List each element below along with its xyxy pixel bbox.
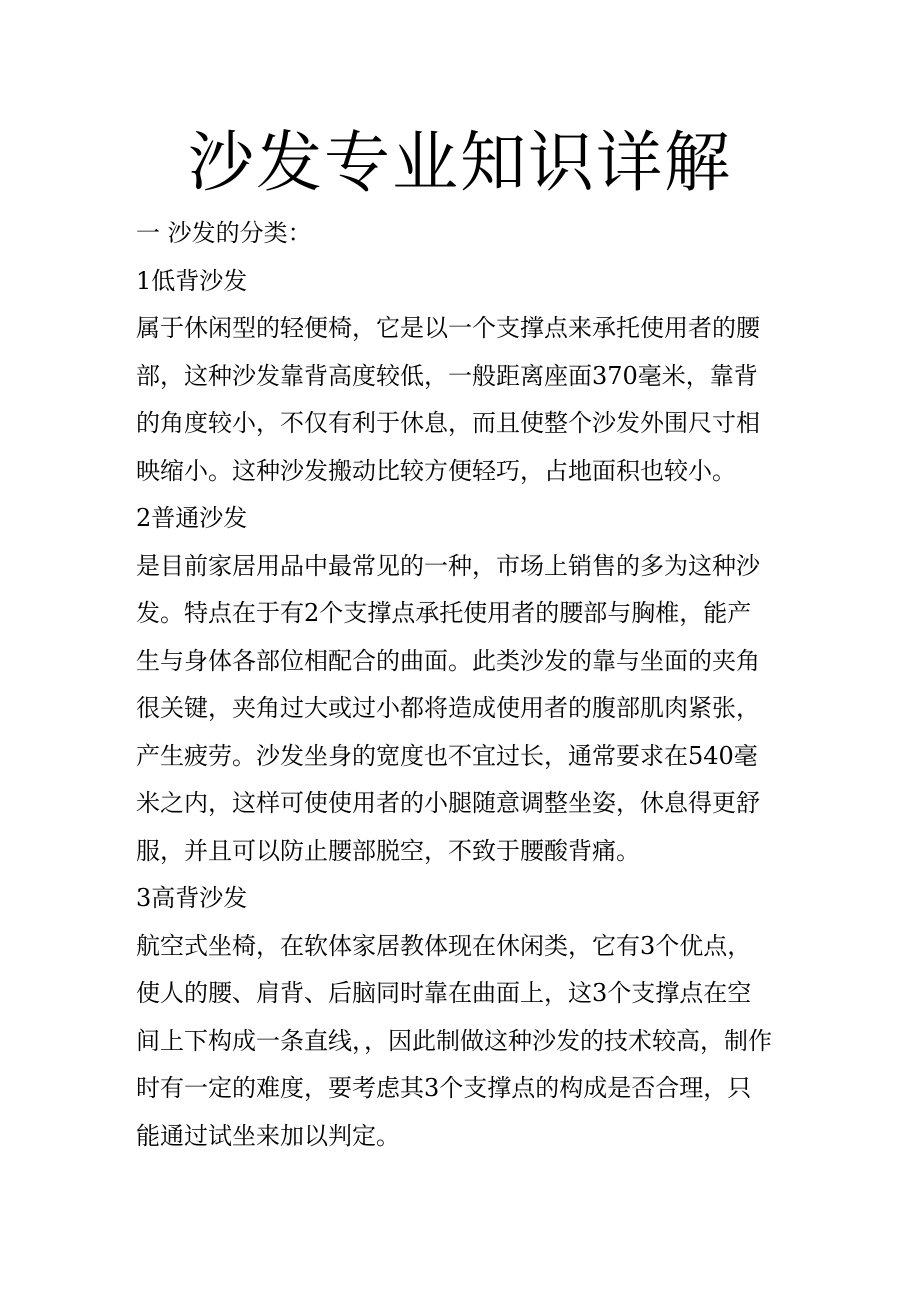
body-line: 产生疲劳。沙发坐身的宽度也不宜过长，通常要求在540毫 — [136, 741, 758, 770]
body-line: 很关键，夹角过大或过小都将造成使用者的腹部肌肉紧张， — [136, 694, 760, 722]
body-line: 服，并且可以防止腰部脱空，不致于腰酸背痛。 — [136, 836, 640, 865]
body-line: 间上下构成一条直线，，因此制做这种沙发的技术较高，制作 — [136, 1026, 772, 1055]
body-line: 生与身体各部位相配合的曲面。此类沙发的靠与坐面的夹角 — [136, 646, 760, 675]
body-line: 能通过试坐来加以判定。 — [136, 1121, 400, 1150]
body-line: 的角度较小，不仅有利于休息，而且使整个沙发外围尺寸相 — [136, 409, 760, 437]
body-line: 是目前家居用品中最常见的一种，市场上销售的多为这种沙 — [136, 551, 760, 580]
body-line: 映缩小。这种沙发搬动比较方便轻巧，占地面积也较小。 — [136, 456, 736, 485]
body-line: 航空式坐椅，在软体家居教体现在休闲类，它有3个优点， — [136, 931, 752, 960]
body-line: 时有一定的难度，要考虑其3个支撑点的构成是否合理，只 — [136, 1074, 752, 1102]
body-line: 发。特点在于有2个支撑点承托使用者的腰部与胸椎，能产 — [136, 599, 752, 627]
document-title: 沙发专业知识详解 — [188, 124, 732, 201]
subsection-heading: 3高背沙发 — [136, 884, 248, 912]
document-body — [136, 210, 786, 1160]
subsection-heading: 2普通沙发 — [136, 504, 248, 532]
body-line: 属于休闲型的轻便椅，它是以一个支撑点来承托使用者的腰 — [136, 314, 760, 342]
section-heading: 一 沙发的分类： — [136, 219, 312, 247]
body-line: 使人的腰、肩背、后脑同时靠在曲面上，这3个支撑点在空 — [136, 979, 752, 1007]
body-line: 米之内，这样可使使用者的小腿随意调整坐姿，休息得更舒 — [136, 789, 760, 817]
body-line: 部，这种沙发靠背高度较低，一般距离座面370毫米，靠背 — [136, 361, 758, 390]
subsection-heading: 1低背沙发 — [136, 266, 248, 295]
